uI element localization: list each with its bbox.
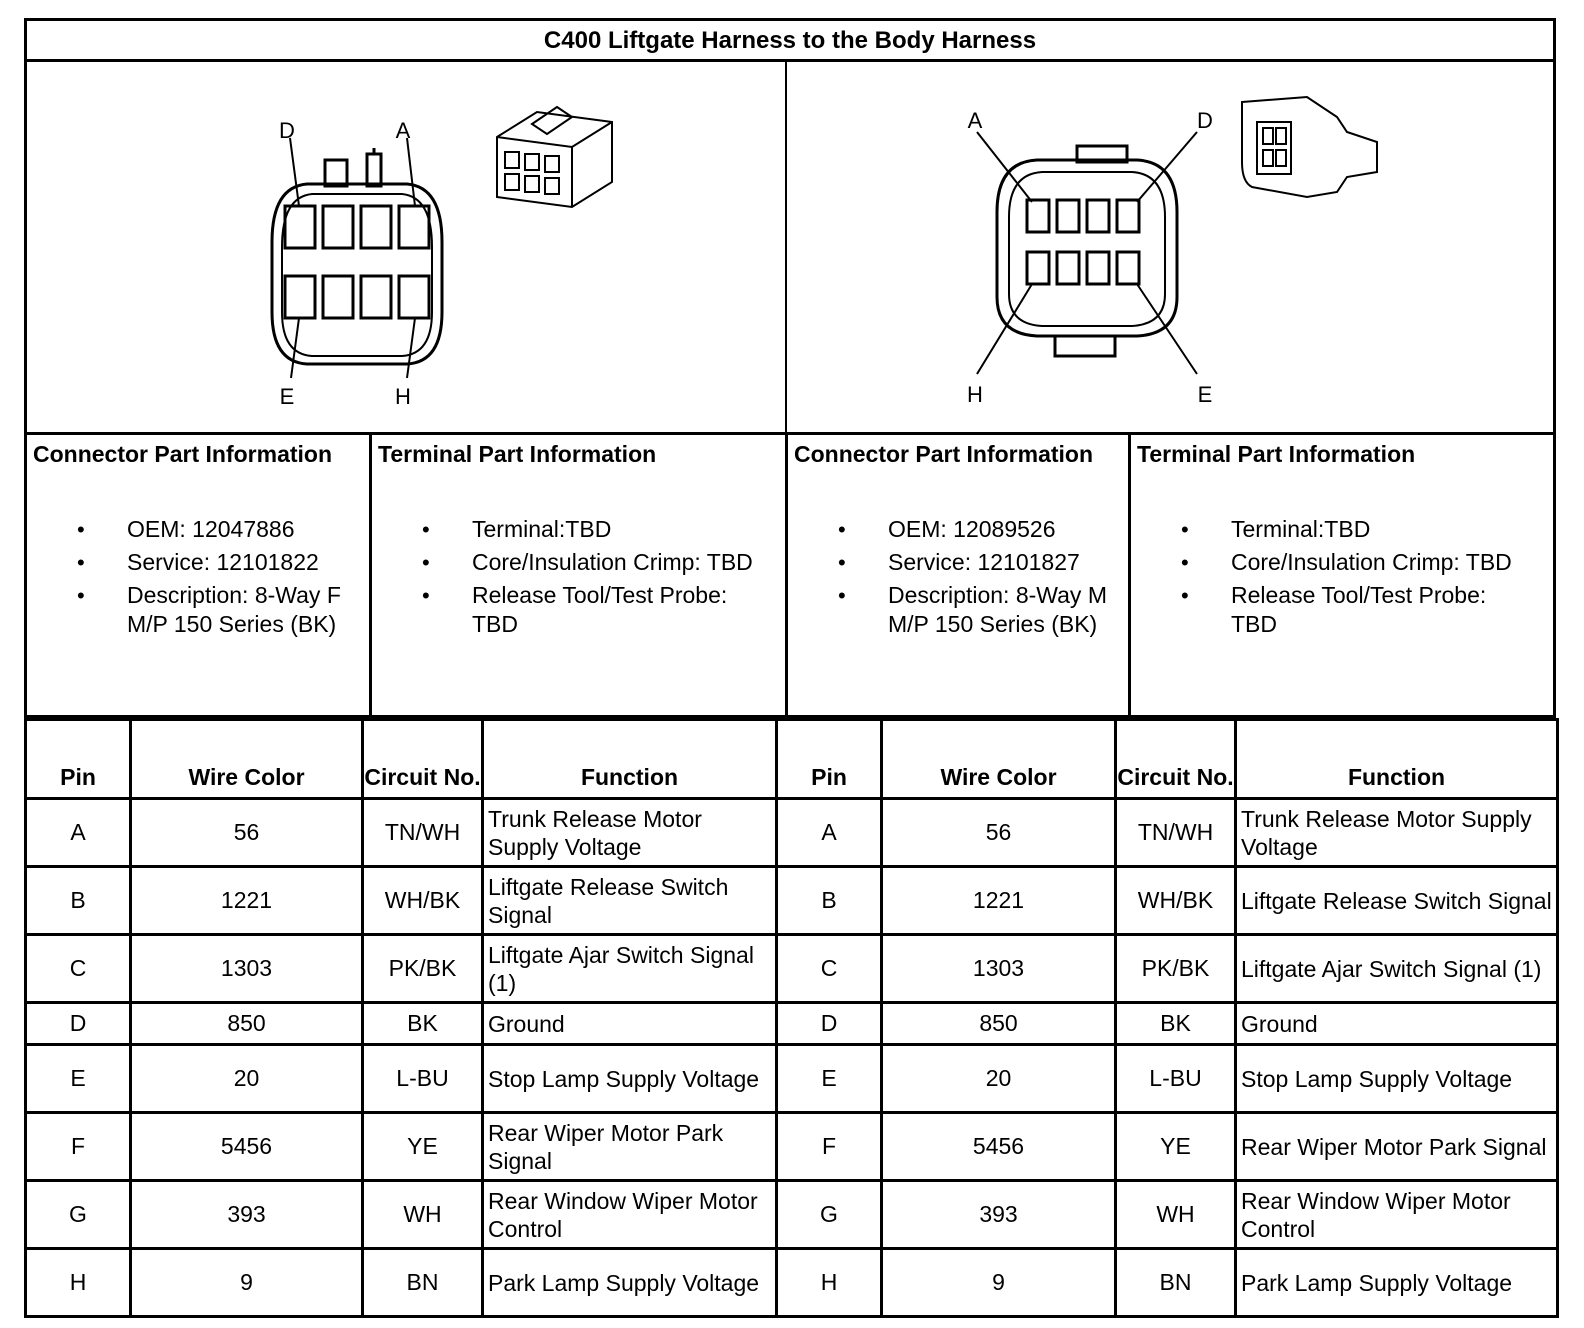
list-item: • Release Tool/Test Probe: TBD: [1131, 581, 1536, 639]
header-circuit-no: Circuit No.: [1116, 720, 1236, 799]
cell-circuit-no: YE: [1116, 1113, 1236, 1181]
cell-pin: G: [777, 1181, 882, 1249]
cell-circuit-no: BN: [363, 1249, 483, 1317]
table-row: [26, 1003, 1558, 1045]
cell-pin: A: [26, 799, 131, 867]
cell-circuit-no: WH/BK: [363, 867, 483, 935]
cell-circuit-no: TN/WH: [363, 799, 483, 867]
left-connector-diagram: [24, 62, 786, 435]
cell-wire-color: 1221: [882, 867, 1116, 935]
table-row: [26, 867, 1558, 935]
cell-function: Liftgate Ajar Switch Signal (1): [1236, 935, 1558, 1003]
list-item: • Core/Insulation Crimp: TBD: [1131, 548, 1536, 577]
header-pin: Pin: [777, 720, 882, 799]
cell-circuit-no: BN: [1116, 1249, 1236, 1317]
cell-circuit-no: YE: [363, 1113, 483, 1181]
left-connector-info: [27, 435, 372, 715]
cell-function: Stop Lamp Supply Voltage: [483, 1045, 777, 1113]
cell-wire-color: 1303: [131, 935, 363, 1003]
header-circuit-no: Circuit No.: [363, 720, 483, 799]
cell-function: Rear Wiper Motor Park Signal: [1236, 1113, 1558, 1181]
table-row: [26, 1045, 1558, 1113]
list-item: • Description: 8-Way F M/P 150 Series (BK): [27, 581, 357, 639]
cell-function: Park Lamp Supply Voltage: [483, 1249, 777, 1317]
label-pin-d: D: [1197, 108, 1213, 133]
table-row: [26, 935, 1558, 1003]
cell-wire-color: 20: [131, 1045, 363, 1113]
table-row: [26, 1181, 1558, 1249]
pinout-table: [24, 718, 1559, 1318]
list-item: • Release Tool/Test Probe: TBD: [372, 581, 772, 639]
table-row: [26, 799, 1558, 867]
table-row: [26, 1249, 1558, 1317]
cell-circuit-no: TN/WH: [1116, 799, 1236, 867]
cell-pin: F: [26, 1113, 131, 1181]
cell-pin: E: [777, 1045, 882, 1113]
cell-wire-color: 393: [131, 1181, 363, 1249]
cell-wire-color: 393: [882, 1181, 1116, 1249]
terminal-info-heading: Terminal Part Information: [378, 441, 657, 467]
left-terminal-info: [372, 435, 788, 715]
cell-wire-color: 1221: [131, 867, 363, 935]
list-item: • Terminal:TBD: [1131, 515, 1536, 544]
label-pin-h: H: [395, 384, 411, 409]
cell-wire-color: 9: [882, 1249, 1116, 1317]
terminal-info-heading: Terminal Part Information: [1137, 441, 1416, 467]
cell-pin: H: [777, 1249, 882, 1317]
cell-pin: A: [777, 799, 882, 867]
document-frame: [24, 18, 1556, 1318]
cell-function: Ground: [483, 1003, 777, 1045]
cell-function: Stop Lamp Supply Voltage: [1236, 1045, 1558, 1113]
cell-circuit-no: WH/BK: [1116, 867, 1236, 935]
connector-info-list: [27, 515, 357, 643]
label-pin-a: A: [395, 118, 411, 143]
cell-wire-color: 850: [882, 1003, 1116, 1045]
cell-function: Rear Window Wiper Motor Control: [1236, 1181, 1558, 1249]
cell-function: Ground: [1236, 1003, 1558, 1045]
cell-wire-color: 9: [131, 1249, 363, 1317]
cell-wire-color: 56: [882, 799, 1116, 867]
cell-circuit-no: BK: [363, 1003, 483, 1045]
connector-info-heading: Connector Part Information: [794, 441, 1094, 467]
connector-info-heading: Connector Part Information: [33, 441, 333, 467]
label-pin-e: E: [279, 384, 295, 409]
cell-circuit-no: L-BU: [1116, 1045, 1236, 1113]
label-pin-h: H: [967, 382, 983, 407]
cell-circuit-no: PK/BK: [363, 935, 483, 1003]
cell-circuit-no: L-BU: [363, 1045, 483, 1113]
right-connector-diagram: [786, 62, 1556, 435]
list-item: • OEM: 12047886: [27, 515, 357, 544]
list-item: • Service: 12101822: [27, 548, 357, 577]
cell-wire-color: 5456: [882, 1113, 1116, 1181]
right-connector-info: [788, 435, 1131, 715]
table-header-row: [26, 720, 1558, 799]
list-item: • Description: 8-Way M M/P 150 Series (BK): [788, 581, 1118, 639]
label-pin-e: E: [1197, 382, 1213, 407]
document-title: C400 Liftgate Harness to the Body Harness: [24, 18, 1556, 62]
cell-wire-color: 850: [131, 1003, 363, 1045]
cell-pin: F: [777, 1113, 882, 1181]
cell-circuit-no: WH: [363, 1181, 483, 1249]
header-function: Function: [1236, 720, 1558, 799]
label-pin-d: D: [279, 118, 295, 143]
cell-function: Rear Window Wiper Motor Control: [483, 1181, 777, 1249]
cell-pin: C: [777, 935, 882, 1003]
cell-wire-color: 1303: [882, 935, 1116, 1003]
cell-wire-color: 56: [131, 799, 363, 867]
cell-circuit-no: BK: [1116, 1003, 1236, 1045]
list-item: • Service: 12101827: [788, 548, 1118, 577]
cell-function: Liftgate Release Switch Signal: [483, 867, 777, 935]
cell-function: Liftgate Release Switch Signal: [1236, 867, 1558, 935]
cell-pin: G: [26, 1181, 131, 1249]
header-wire-color: Wire Color: [882, 720, 1116, 799]
list-item: • OEM: 12089526: [788, 515, 1118, 544]
terminal-info-list: [372, 515, 772, 643]
cell-function: Trunk Release Motor Supply Voltage: [1236, 799, 1558, 867]
male-connector-illustration: [787, 62, 1553, 432]
label-pin-a: A: [967, 108, 983, 133]
connector-info-list: [788, 515, 1118, 643]
header-function: Function: [483, 720, 777, 799]
cell-function: Rear Wiper Motor Park Signal: [483, 1113, 777, 1181]
right-terminal-info: [1131, 435, 1553, 715]
part-information-row: [24, 435, 1556, 718]
female-connector-illustration: [27, 62, 787, 432]
cell-pin: C: [26, 935, 131, 1003]
cell-pin: B: [26, 867, 131, 935]
cell-function: Park Lamp Supply Voltage: [1236, 1249, 1558, 1317]
table-row: [26, 1113, 1558, 1181]
cell-wire-color: 20: [882, 1045, 1116, 1113]
header-wire-color: Wire Color: [131, 720, 363, 799]
cell-function: Trunk Release Motor Supply Voltage: [483, 799, 777, 867]
cell-wire-color: 5456: [131, 1113, 363, 1181]
cell-function: Liftgate Ajar Switch Signal (1): [483, 935, 777, 1003]
header-pin: Pin: [26, 720, 131, 799]
cell-circuit-no: PK/BK: [1116, 935, 1236, 1003]
cell-pin: E: [26, 1045, 131, 1113]
cell-pin: B: [777, 867, 882, 935]
cell-pin: H: [26, 1249, 131, 1317]
list-item: • Core/Insulation Crimp: TBD: [372, 548, 772, 577]
cell-pin: D: [777, 1003, 882, 1045]
cell-circuit-no: WH: [1116, 1181, 1236, 1249]
terminal-info-list: [1131, 515, 1536, 643]
list-item: • Terminal:TBD: [372, 515, 772, 544]
cell-pin: D: [26, 1003, 131, 1045]
